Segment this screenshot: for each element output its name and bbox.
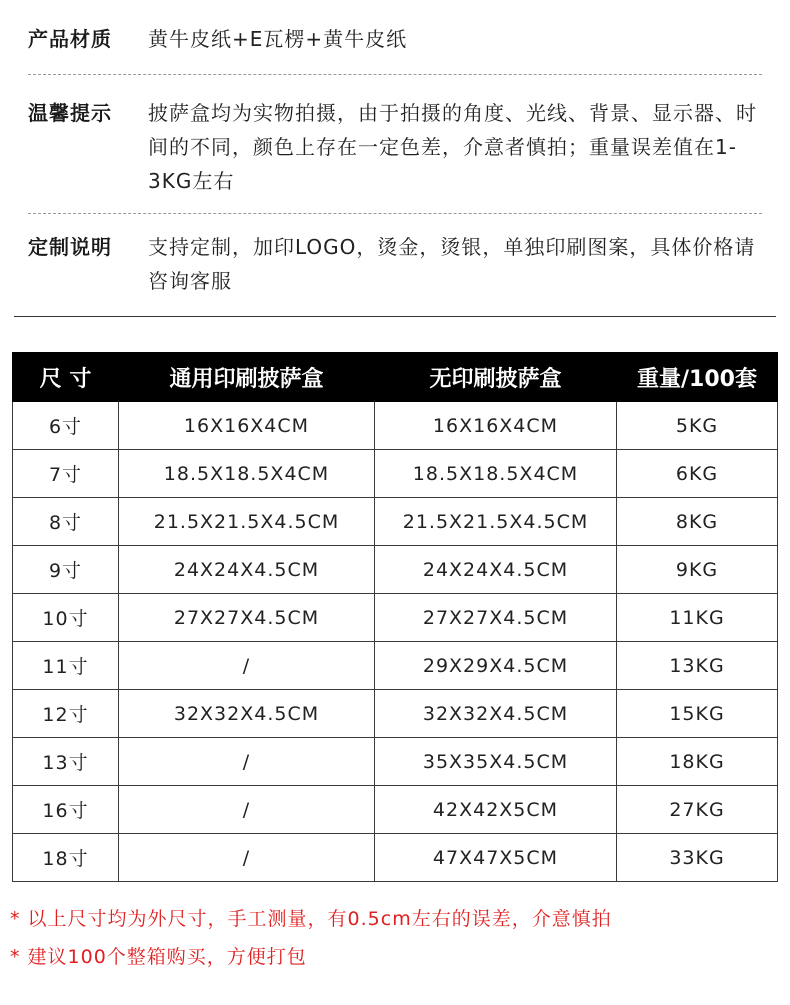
info-row-material [28, 22, 768, 56]
cell-size: 12寸 [13, 690, 119, 738]
info-text: 披萨盒均为实物拍摄，由于拍摄的角度、光线、背景、显示器、时间的不同，颜色上存在一定色差，介意者慎拍；重量误差值在1-3KG左右 [148, 101, 757, 193]
table-body [13, 402, 778, 882]
cell-printed-box: 18.5X18.5X4CM [119, 450, 375, 498]
cell-weight: 5KG [617, 402, 778, 450]
note-packing: * 建议100个整箱购买，方便打包 [10, 946, 307, 968]
cell-printed-box: / [119, 834, 375, 882]
cell-plain-box: 35X35X4.5CM [375, 738, 617, 786]
cell-size: 6寸 [13, 402, 119, 450]
cell-plain-box: 27X27X4.5CM [375, 594, 617, 642]
info-label: 定制说明 [28, 235, 112, 259]
cell-printed-box: / [119, 642, 375, 690]
cell-weight: 27KG [617, 786, 778, 834]
size-spec-table [12, 352, 778, 882]
cell-plain-box: 24X24X4.5CM [375, 546, 617, 594]
header-plain-box: 无印刷披萨盒 [375, 353, 617, 402]
cell-size: 7寸 [13, 450, 119, 498]
info-row-tips [28, 96, 768, 198]
cell-weight: 9KG [617, 546, 778, 594]
table-row [13, 738, 778, 786]
info-label: 产品材质 [28, 27, 112, 51]
info-text: 支持定制，加印LOGO，烫金，烫银，单独印刷图案，具体价格请咨询客服 [148, 235, 756, 293]
cell-plain-box: 18.5X18.5X4CM [375, 450, 617, 498]
cell-plain-box: 16X16X4CM [375, 402, 617, 450]
cell-plain-box: 42X42X5CM [375, 786, 617, 834]
cell-plain-box: 21.5X21.5X4.5CM [375, 498, 617, 546]
cell-printed-box: / [119, 738, 375, 786]
info-row-custom [28, 230, 768, 298]
cell-weight: 18KG [617, 738, 778, 786]
cell-weight: 8KG [617, 498, 778, 546]
header-size: 尺 寸 [13, 353, 119, 402]
cell-weight: 15KG [617, 690, 778, 738]
table-row [13, 690, 778, 738]
table-row [13, 450, 778, 498]
cell-weight: 13KG [617, 642, 778, 690]
table-row [13, 402, 778, 450]
cell-size: 16寸 [13, 786, 119, 834]
cell-size: 11寸 [13, 642, 119, 690]
section-divider [14, 316, 776, 317]
note-measure: * 以上尺寸均为外尺寸，手工测量，有0.5cm左右的误差，介意慎拍 [10, 908, 612, 930]
header-weight: 重量/100套 [617, 353, 778, 402]
cell-size: 9寸 [13, 546, 119, 594]
table-row [13, 834, 778, 882]
info-text: 黄牛皮纸+E瓦楞+黄牛皮纸 [148, 27, 408, 51]
cell-printed-box: 32X32X4.5CM [119, 690, 375, 738]
notes [10, 900, 780, 976]
cell-printed-box: 24X24X4.5CM [119, 546, 375, 594]
cell-printed-box: 21.5X21.5X4.5CM [119, 498, 375, 546]
header-printed-box: 通用印刷披萨盒 [119, 353, 375, 402]
table-row [13, 786, 778, 834]
table-row [13, 546, 778, 594]
cell-weight: 33KG [617, 834, 778, 882]
cell-size: 13寸 [13, 738, 119, 786]
cell-printed-box: 16X16X4CM [119, 402, 375, 450]
table-header-row [13, 353, 778, 402]
cell-size: 10寸 [13, 594, 119, 642]
cell-plain-box: 47X47X5CM [375, 834, 617, 882]
cell-printed-box: / [119, 786, 375, 834]
cell-plain-box: 29X29X4.5CM [375, 642, 617, 690]
info-label: 温馨提示 [28, 101, 112, 125]
cell-weight: 11KG [617, 594, 778, 642]
cell-size: 8寸 [13, 498, 119, 546]
table-row [13, 498, 778, 546]
table-row [13, 594, 778, 642]
cell-plain-box: 32X32X4.5CM [375, 690, 617, 738]
cell-weight: 6KG [617, 450, 778, 498]
dashed-divider [28, 74, 762, 75]
cell-size: 18寸 [13, 834, 119, 882]
table-row [13, 642, 778, 690]
cell-printed-box: 27X27X4.5CM [119, 594, 375, 642]
dashed-divider [28, 213, 762, 214]
